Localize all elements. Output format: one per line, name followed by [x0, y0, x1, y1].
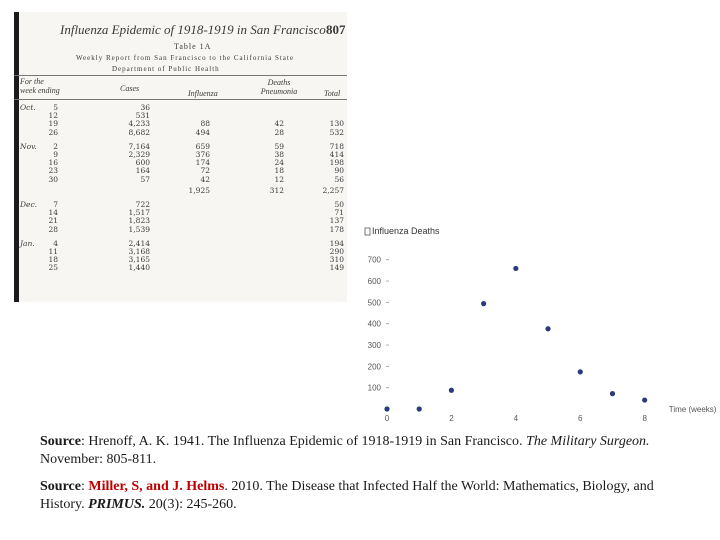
source-date: November: 805-811.	[40, 452, 157, 467]
table-cell: 194	[329, 238, 344, 248]
source-text: : Hrenoff, A. K. 1941. The Influenza Epidemic of 1918-1919 in San Francisco.	[80, 434, 527, 449]
x-tick-label: 4	[513, 414, 519, 423]
table-cell: 12	[48, 111, 58, 121]
table-cell: 18	[48, 255, 58, 265]
x-tick-label: 6	[578, 414, 583, 423]
col-header-pneumonia: Deaths Pneumonia	[260, 78, 298, 96]
table-cell: 28	[274, 127, 284, 137]
table-cell: 25	[48, 263, 58, 273]
data-point	[578, 369, 583, 374]
x-tick-label: 2	[449, 414, 454, 423]
data-point	[417, 406, 422, 411]
table-cell: 718	[329, 141, 344, 151]
table-cell: 178	[329, 224, 344, 234]
table-cell: 28	[48, 224, 58, 234]
table-cell: 2,414	[128, 238, 150, 248]
source-citation-2	[40, 478, 690, 514]
table-cell: 42	[274, 119, 284, 129]
data-point	[642, 397, 647, 402]
source-label: Source	[40, 479, 81, 494]
table-cell: 30	[48, 174, 58, 184]
y-tick-label: 300	[367, 341, 381, 350]
source-journal: PRIMUS.	[88, 497, 146, 512]
table-subtitle-1: Weekly Report from San Francisco to the California State	[76, 54, 294, 62]
table-cell: 88	[200, 119, 210, 129]
table-cell: 414	[329, 150, 344, 159]
source-volume: 20(3): 245-260.	[145, 497, 237, 512]
table-cell: 38	[274, 150, 284, 159]
table-cell: 7	[53, 200, 58, 209]
table-rule-header	[14, 99, 347, 100]
influenza-deaths-chart	[340, 100, 717, 430]
table-cell: 21	[48, 216, 58, 226]
table-cell: 376	[195, 150, 210, 159]
data-point	[513, 266, 518, 271]
table-cell: 2,329	[128, 150, 150, 159]
table-rule-top	[14, 75, 347, 76]
legend-swatch	[365, 228, 370, 235]
data-point	[481, 301, 486, 306]
table-cell: 23	[48, 166, 58, 176]
table-cell: 36	[140, 103, 150, 112]
source-label: Source	[40, 434, 81, 449]
table-subtitle-2: Department of Public Health	[112, 65, 220, 73]
page-binding-edge	[14, 12, 19, 302]
table-cell: 42	[200, 174, 210, 184]
y-tick-label: 700	[367, 255, 381, 265]
table-cell: 4,233	[128, 119, 150, 129]
source-citation-1	[40, 433, 690, 469]
table-cell: 164	[135, 166, 150, 176]
col-header-total: Total	[324, 89, 341, 98]
data-point	[449, 388, 454, 393]
table-cell: 19	[48, 119, 58, 129]
y-tick-label: 100	[367, 383, 381, 393]
table-cell: 8,682	[128, 127, 150, 137]
page-number: 807	[326, 22, 346, 37]
table-cell: 3,168	[128, 247, 150, 256]
table-cell: 2	[53, 141, 58, 151]
table-cell: 7,164	[128, 141, 150, 151]
table-cell: 12	[274, 174, 284, 184]
table-cell: 1,440	[128, 263, 150, 273]
table-cell: 57	[140, 174, 150, 184]
y-tick-label: 600	[367, 277, 381, 286]
data-point	[610, 391, 615, 396]
table-cell: 494	[195, 127, 210, 137]
table-cell: 137	[329, 216, 344, 226]
table-cell: 4	[53, 238, 58, 248]
scanned-table-page	[14, 12, 347, 302]
table-cell: 9	[53, 150, 58, 159]
source-text: . 2010. The Disease that Infected Half the World: Mathematics, Biology, and History.	[40, 479, 654, 512]
table-cell: 1,823	[128, 216, 150, 226]
table-cell: 24	[274, 158, 284, 168]
col-header-cases: Cases	[120, 84, 140, 93]
col-header-week: For the week ending	[20, 77, 60, 95]
table-cell: 659	[195, 141, 210, 151]
table-cell: 312	[269, 185, 284, 195]
table-cell: 56	[334, 174, 344, 184]
col-header-influenza: Influenza	[188, 89, 218, 98]
table-cell: 531	[135, 111, 150, 121]
table-cell: 1,539	[128, 224, 150, 234]
page-title: Influenza Epidemic of 1918-1919 in San Francisco	[60, 22, 326, 37]
table-cell: Oct.	[20, 103, 36, 112]
y-tick-label: 500	[367, 298, 381, 308]
table-cell: Jan.	[20, 238, 35, 248]
table-cell: 1,925	[188, 185, 210, 195]
table-cell: 310	[329, 255, 344, 265]
table-cell: 130	[329, 119, 344, 129]
table-cell: 90	[334, 166, 344, 176]
table-cell: Dec.	[20, 200, 38, 209]
table-cell: 149	[329, 263, 344, 273]
data-point	[384, 406, 389, 411]
table-cell: 290	[329, 247, 344, 256]
y-tick-label: 400	[367, 319, 381, 329]
table-cell: 16	[48, 158, 58, 168]
table-cell: 26	[48, 127, 58, 137]
x-axis-label: Time (weeks)	[668, 405, 717, 414]
table-cell: 59	[274, 141, 284, 151]
table-cell: 5	[53, 103, 58, 112]
table-cell: Nov.	[20, 141, 37, 151]
table-cell: 2,257	[322, 185, 344, 195]
legend-label: Influenza Deaths	[372, 226, 440, 236]
table-cell: 71	[334, 208, 344, 218]
table-cell: 72	[200, 166, 210, 176]
table-cell: 600	[135, 158, 150, 168]
table-cell: 50	[334, 200, 344, 209]
y-tick-label: 200	[367, 362, 381, 372]
data-point	[545, 326, 550, 331]
x-tick-label: 8	[642, 414, 647, 423]
source-authors[interactable]: Miller, S, and J. Helms	[88, 479, 225, 494]
table-cell: 722	[135, 200, 150, 209]
table-cell: 1,517	[128, 208, 150, 218]
source-colon: :	[80, 479, 89, 494]
table-cell: 532	[329, 127, 344, 137]
table-cell: 11	[48, 247, 58, 256]
table-cell: 14	[48, 208, 58, 218]
table-cell: 198	[329, 158, 344, 168]
x-tick-label: 0	[384, 414, 390, 423]
table-cell: 18	[274, 166, 284, 176]
source-journal: The Military Surgeon.	[526, 434, 650, 449]
table-cell: 3,165	[128, 255, 150, 265]
table-cell: 174	[195, 158, 210, 168]
table-label: Table 1A	[174, 42, 212, 51]
